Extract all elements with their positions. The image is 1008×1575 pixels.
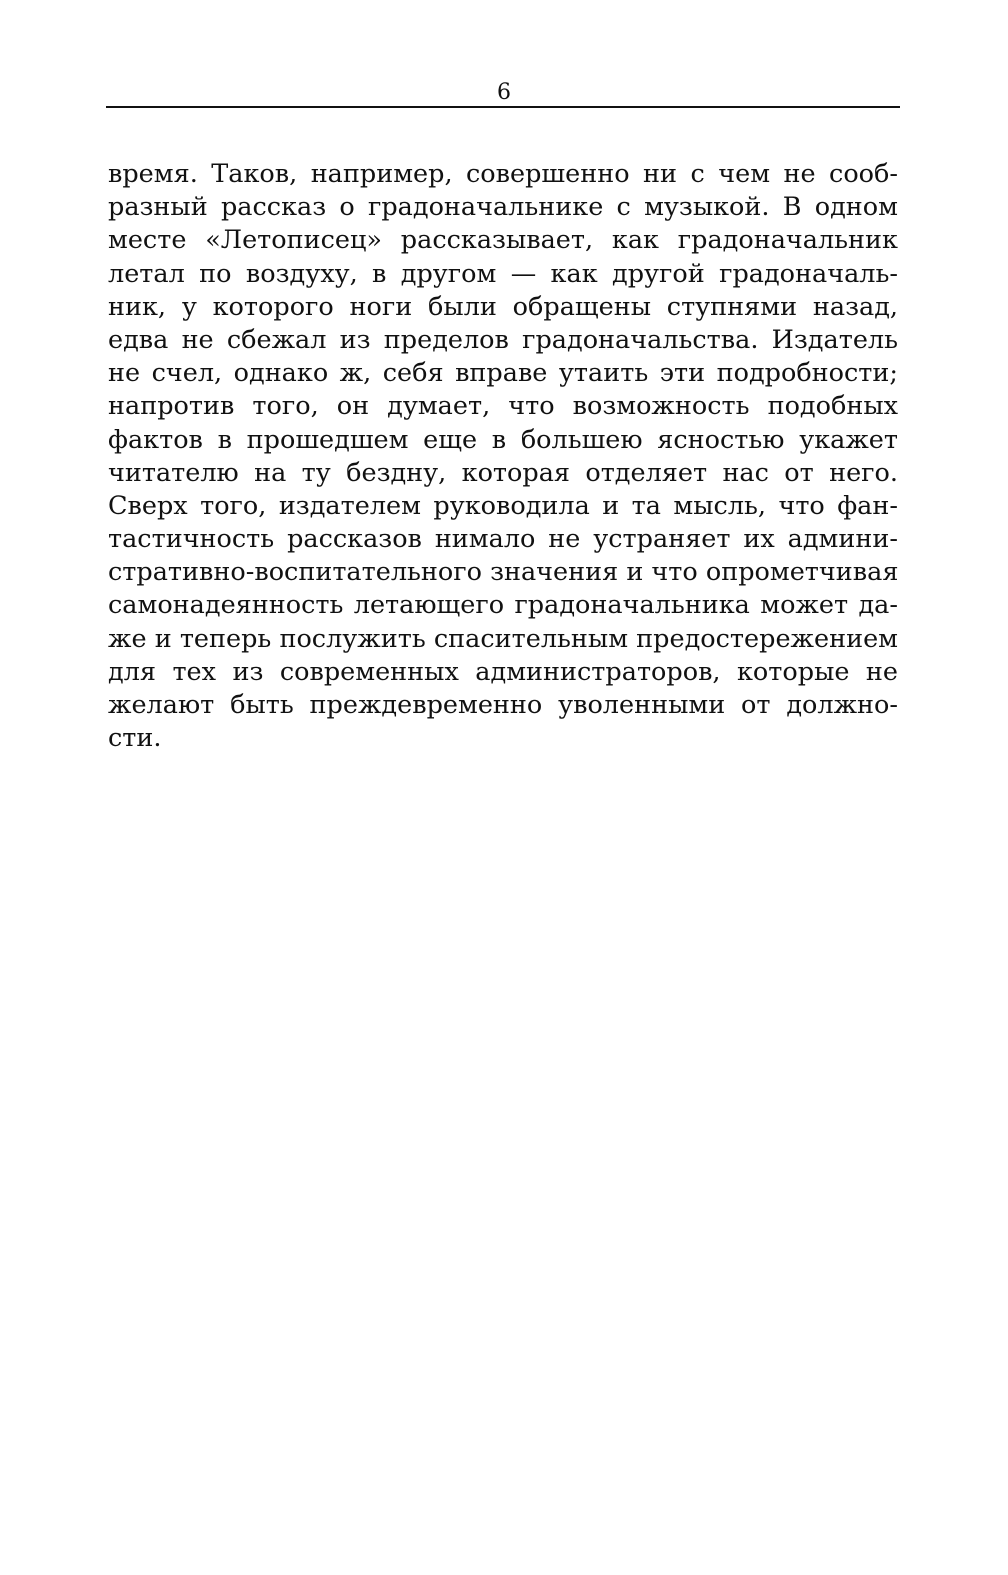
text-line: фактов в прошедшем еще в большею ясностью укажет <box>108 424 898 455</box>
text-line: летал по воздуху, в другом — как другой градоначаль- <box>108 258 898 289</box>
text-line: тастичность рассказов нимало не устраняет их админи- <box>108 524 898 555</box>
text-line: самонадеянность летающего градоначальника может да- <box>108 590 898 621</box>
text-line: для тех из современных администраторов, которые не <box>108 656 898 687</box>
body-text <box>108 158 898 755</box>
text-line: читателю на ту бездну, которая отделяет нас от него. <box>108 457 898 488</box>
text-line: желают быть преждевременно уволенными от должно- <box>108 690 898 720</box>
text-line: напротив того, он думает, что возможность подобных <box>108 391 898 422</box>
text-line: разный рассказ о градоначальнике с музыкой. В одном <box>108 192 898 223</box>
text-line: едва не сбежал из пределов градоначальства. Издатель <box>108 324 898 355</box>
text-line: не счел, однако ж, себя вправе утаить эти подробности; <box>108 358 898 389</box>
text-line: время. Таков, например, совершенно ни с чем не сооб- <box>108 159 898 189</box>
text-line: Сверх того, издателем руководила и та мысль, что фан- <box>108 490 898 521</box>
text-line: же и теперь послужить спасительным предостережением <box>108 623 898 654</box>
text-line: месте «Летописец» рассказывает, как градоначальник <box>108 225 898 256</box>
text-line: стративно-воспитательного значения и что опрометчивая <box>108 557 898 588</box>
header-rule <box>106 106 900 108</box>
text-line: ник, у которого ноги были обращены ступнями назад, <box>108 291 898 322</box>
page-number: 6 <box>497 80 511 105</box>
text-line: сти. <box>108 723 162 754</box>
